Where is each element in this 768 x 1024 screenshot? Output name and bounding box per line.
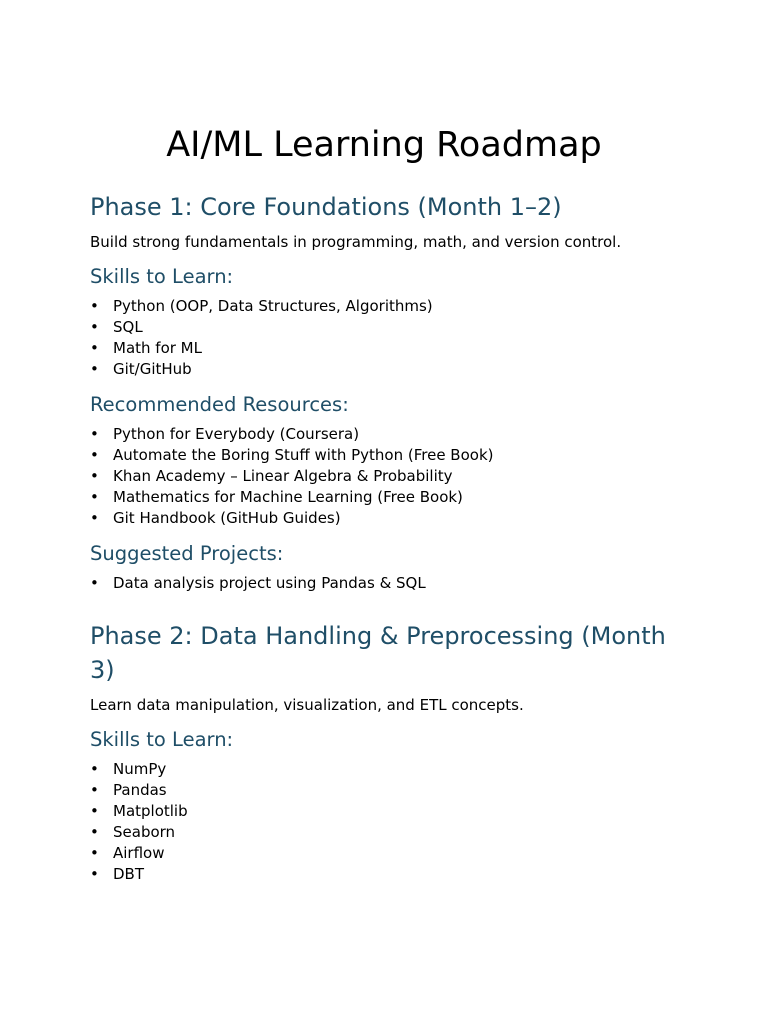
- list-item: [90, 573, 678, 594]
- list-item: [90, 424, 678, 445]
- bullet-icon: •: [90, 467, 99, 485]
- phase-2-skills-heading: Skills to Learn:: [90, 728, 234, 751]
- list-item-text: NumPy: [113, 760, 167, 778]
- phase-1-heading: Phase 1: Core Foundations (Month 1–2): [90, 193, 562, 221]
- phase-1-resources-heading: Recommended Resources:: [90, 393, 349, 416]
- bullet-icon: •: [90, 360, 99, 378]
- phase-1-intro: Build strong fundamentals in programming, math, and version control.: [90, 233, 622, 251]
- phase-1-skills-heading: Skills to Learn:: [90, 265, 234, 288]
- list-item-text: Seaborn: [113, 823, 176, 841]
- list-item: [90, 296, 678, 317]
- list-item-text: Git/GitHub: [113, 360, 192, 378]
- list-item-text: Matplotlib: [113, 802, 188, 820]
- phase-1-projects-list: [90, 573, 678, 594]
- phase-2-intro: Learn data manipulation, visualization, and ETL concepts.: [90, 696, 524, 714]
- document-title: AI/ML Learning Roadmap: [166, 125, 602, 165]
- list-item-text: SQL: [113, 318, 143, 336]
- bullet-icon: •: [90, 425, 99, 443]
- bullet-icon: •: [90, 823, 99, 841]
- phase-1-resources-list: [90, 424, 678, 529]
- list-item: [90, 359, 678, 380]
- list-item-text: Python for Everybody (Coursera): [113, 425, 360, 443]
- list-item: [90, 338, 678, 359]
- bullet-icon: •: [90, 488, 99, 506]
- list-item-text: Khan Academy – Linear Algebra & Probability: [113, 467, 453, 485]
- phase-1-section: [90, 190, 678, 594]
- phase-2-section: [90, 619, 678, 885]
- phase-1-skills-list: [90, 296, 678, 380]
- bullet-icon: •: [90, 781, 99, 799]
- list-item-text: Python (OOP, Data Structures, Algorithms): [113, 297, 433, 315]
- list-item: [90, 445, 678, 466]
- bullet-icon: •: [90, 446, 99, 464]
- list-item: [90, 822, 678, 843]
- bullet-icon: •: [90, 339, 99, 357]
- list-item: [90, 487, 678, 508]
- list-item: [90, 780, 678, 801]
- bullet-icon: •: [90, 802, 99, 820]
- list-item: [90, 466, 678, 487]
- list-item-text: DBT: [113, 865, 145, 883]
- list-item-text: Mathematics for Machine Learning (Free Book): [113, 488, 463, 506]
- bullet-icon: •: [90, 574, 99, 592]
- list-item-text: Math for ML: [113, 339, 202, 357]
- phase-2-skills-list: [90, 759, 678, 885]
- bullet-icon: •: [90, 509, 99, 527]
- list-item: [90, 843, 678, 864]
- bullet-icon: •: [90, 297, 99, 315]
- list-item: [90, 801, 678, 822]
- list-item-text: Git Handbook (GitHub Guides): [113, 509, 341, 527]
- list-item: [90, 759, 678, 780]
- bullet-icon: •: [90, 760, 99, 778]
- bullet-icon: •: [90, 865, 99, 883]
- list-item: [90, 508, 678, 529]
- list-item-text: Data analysis project using Pandas & SQL: [113, 574, 426, 592]
- list-item-text: Airflow: [113, 844, 165, 862]
- bullet-icon: •: [90, 318, 99, 336]
- list-item: [90, 317, 678, 338]
- list-item-text: Automate the Boring Stuff with Python (Free Book): [113, 446, 494, 464]
- bullet-icon: •: [90, 844, 99, 862]
- phase-1-projects-heading: Suggested Projects:: [90, 542, 284, 565]
- phase-2-heading: Phase 2: Data Handling & Preprocessing (Month 3): [90, 622, 666, 684]
- list-item: [90, 864, 678, 885]
- list-item-text: Pandas: [113, 781, 167, 799]
